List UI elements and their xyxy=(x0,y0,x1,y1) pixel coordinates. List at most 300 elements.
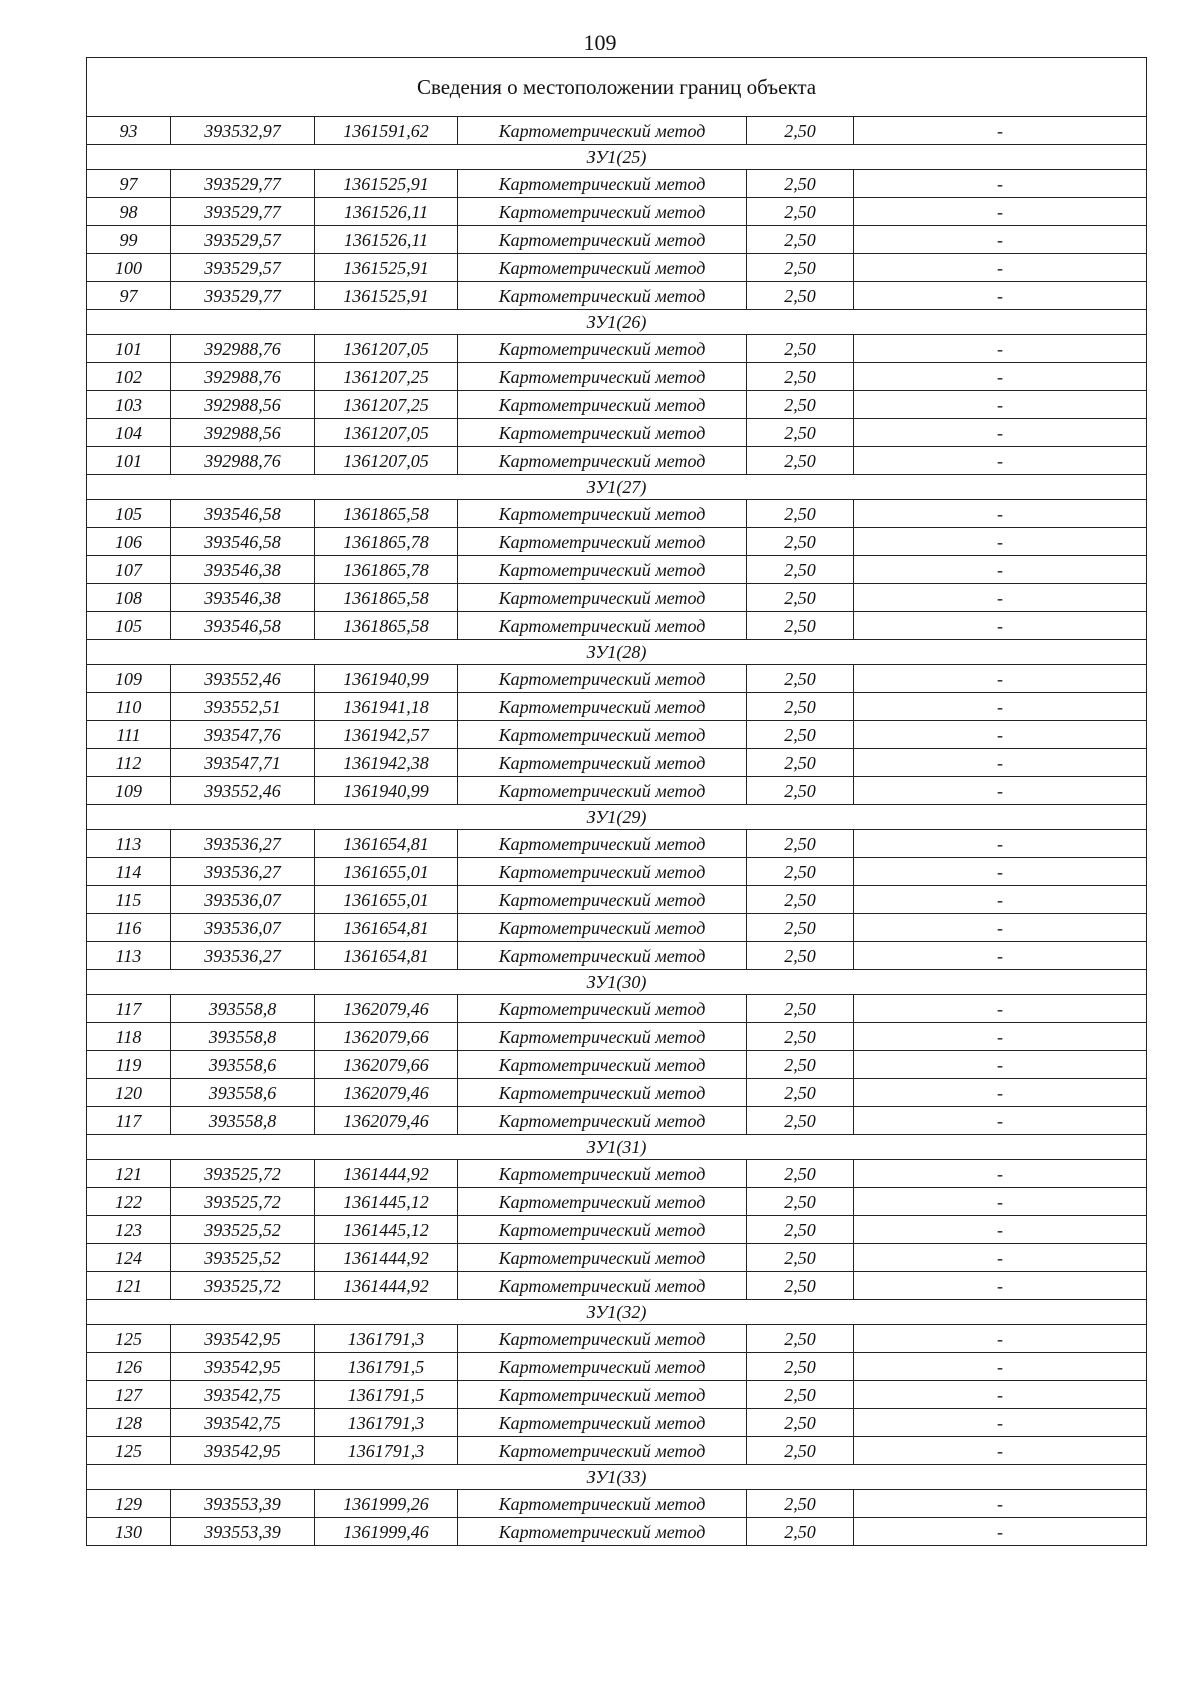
table-row xyxy=(87,1188,1147,1216)
description-cell: - xyxy=(854,363,1147,391)
table-row xyxy=(87,254,1147,282)
description-cell: - xyxy=(854,1023,1147,1051)
description-cell: - xyxy=(854,584,1147,612)
coord-y-cell: 1361942,57 xyxy=(315,721,458,749)
coord-y-cell: 1361941,18 xyxy=(315,693,458,721)
table-row xyxy=(87,942,1147,970)
group-label: ЗУ1(27) xyxy=(87,475,1147,500)
coord-x-cell: 393558,8 xyxy=(171,1023,315,1051)
table-row xyxy=(87,1490,1147,1518)
precision-cell: 2,50 xyxy=(747,419,854,447)
method-cell: Картометрический метод xyxy=(458,528,747,556)
precision-cell: 2,50 xyxy=(747,1107,854,1135)
point-number-cell: 119 xyxy=(87,1051,171,1079)
method-cell: Картометрический метод xyxy=(458,693,747,721)
point-number-cell: 98 xyxy=(87,198,171,226)
description-cell: - xyxy=(854,1325,1147,1353)
coord-y-cell: 1361207,05 xyxy=(315,335,458,363)
method-cell: Картометрический метод xyxy=(458,1160,747,1188)
coord-y-cell: 1361444,92 xyxy=(315,1272,458,1300)
description-cell: - xyxy=(854,1107,1147,1135)
description-cell: - xyxy=(854,1437,1147,1465)
precision-cell: 2,50 xyxy=(747,1051,854,1079)
table-title: Сведения о местоположении границ объекта xyxy=(87,58,1147,117)
coord-x-cell: 393558,8 xyxy=(171,1107,315,1135)
coord-y-cell: 1362079,46 xyxy=(315,995,458,1023)
table-row xyxy=(87,721,1147,749)
description-cell: - xyxy=(854,942,1147,970)
point-number-cell: 101 xyxy=(87,447,171,475)
coord-x-cell: 393542,75 xyxy=(171,1381,315,1409)
table-row xyxy=(87,1353,1147,1381)
table-row xyxy=(87,1409,1147,1437)
coord-x-cell: 392988,76 xyxy=(171,363,315,391)
method-cell: Картометрический метод xyxy=(458,858,747,886)
method-cell: Картометрический метод xyxy=(458,1023,747,1051)
precision-cell: 2,50 xyxy=(747,1188,854,1216)
description-cell: - xyxy=(854,528,1147,556)
method-cell: Картометрический метод xyxy=(458,914,747,942)
coord-y-cell: 1361655,01 xyxy=(315,858,458,886)
precision-cell: 2,50 xyxy=(747,830,854,858)
coord-x-cell: 393546,38 xyxy=(171,584,315,612)
table-row xyxy=(87,749,1147,777)
coord-x-cell: 393529,77 xyxy=(171,170,315,198)
method-cell: Картометрический метод xyxy=(458,1381,747,1409)
coord-x-cell: 393558,8 xyxy=(171,995,315,1023)
point-number-cell: 118 xyxy=(87,1023,171,1051)
table-row xyxy=(87,1272,1147,1300)
coord-y-cell: 1361791,3 xyxy=(315,1325,458,1353)
coord-y-cell: 1361865,58 xyxy=(315,584,458,612)
table-row xyxy=(87,170,1147,198)
description-cell: - xyxy=(854,1353,1147,1381)
coord-y-cell: 1361791,5 xyxy=(315,1381,458,1409)
precision-cell: 2,50 xyxy=(747,584,854,612)
table-row xyxy=(87,612,1147,640)
point-number-cell: 125 xyxy=(87,1325,171,1353)
table-title-row xyxy=(87,58,1147,117)
coord-x-cell: 393536,27 xyxy=(171,830,315,858)
table-row xyxy=(87,1107,1147,1135)
table-row xyxy=(87,198,1147,226)
description-cell: - xyxy=(854,777,1147,805)
coord-x-cell: 393525,52 xyxy=(171,1244,315,1272)
description-cell: - xyxy=(854,721,1147,749)
precision-cell: 2,50 xyxy=(747,117,854,145)
coord-x-cell: 393529,57 xyxy=(171,226,315,254)
boundary-table xyxy=(86,57,1147,1546)
description-cell: - xyxy=(854,419,1147,447)
precision-cell: 2,50 xyxy=(747,858,854,886)
coord-x-cell: 393536,27 xyxy=(171,858,315,886)
group-header-row xyxy=(87,1465,1147,1490)
method-cell: Картометрический метод xyxy=(458,226,747,254)
group-header-row xyxy=(87,145,1147,170)
description-cell: - xyxy=(854,447,1147,475)
precision-cell: 2,50 xyxy=(747,1353,854,1381)
point-number-cell: 99 xyxy=(87,226,171,254)
description-cell: - xyxy=(854,1160,1147,1188)
coord-x-cell: 393552,46 xyxy=(171,777,315,805)
method-cell: Картометрический метод xyxy=(458,254,747,282)
coord-x-cell: 393536,27 xyxy=(171,942,315,970)
precision-cell: 2,50 xyxy=(747,500,854,528)
coord-y-cell: 1361654,81 xyxy=(315,942,458,970)
coord-x-cell: 393553,39 xyxy=(171,1518,315,1546)
description-cell: - xyxy=(854,1518,1147,1546)
table-row xyxy=(87,335,1147,363)
coord-x-cell: 393529,77 xyxy=(171,198,315,226)
description-cell: - xyxy=(854,1188,1147,1216)
coord-x-cell: 393525,72 xyxy=(171,1188,315,1216)
description-cell: - xyxy=(854,1051,1147,1079)
coord-y-cell: 1362079,46 xyxy=(315,1079,458,1107)
description-cell: - xyxy=(854,1244,1147,1272)
coord-y-cell: 1361525,91 xyxy=(315,282,458,310)
point-number-cell: 104 xyxy=(87,419,171,447)
coord-y-cell: 1361791,3 xyxy=(315,1409,458,1437)
coord-x-cell: 393532,97 xyxy=(171,117,315,145)
method-cell: Картометрический метод xyxy=(458,198,747,226)
table-row xyxy=(87,914,1147,942)
point-number-cell: 121 xyxy=(87,1160,171,1188)
point-number-cell: 102 xyxy=(87,363,171,391)
method-cell: Картометрический метод xyxy=(458,886,747,914)
point-number-cell: 123 xyxy=(87,1216,171,1244)
precision-cell: 2,50 xyxy=(747,777,854,805)
precision-cell: 2,50 xyxy=(747,612,854,640)
table-row xyxy=(87,1325,1147,1353)
description-cell: - xyxy=(854,995,1147,1023)
group-header-row xyxy=(87,475,1147,500)
coord-x-cell: 393525,72 xyxy=(171,1160,315,1188)
coord-y-cell: 1361207,25 xyxy=(315,363,458,391)
description-cell: - xyxy=(854,1381,1147,1409)
precision-cell: 2,50 xyxy=(747,886,854,914)
method-cell: Картометрический метод xyxy=(458,282,747,310)
coord-x-cell: 393546,38 xyxy=(171,556,315,584)
description-cell: - xyxy=(854,665,1147,693)
method-cell: Картометрический метод xyxy=(458,1437,747,1465)
table-row xyxy=(87,500,1147,528)
point-number-cell: 114 xyxy=(87,858,171,886)
precision-cell: 2,50 xyxy=(747,665,854,693)
precision-cell: 2,50 xyxy=(747,914,854,942)
method-cell: Картометрический метод xyxy=(458,1409,747,1437)
coord-y-cell: 1361654,81 xyxy=(315,914,458,942)
precision-cell: 2,50 xyxy=(747,447,854,475)
description-cell: - xyxy=(854,1216,1147,1244)
coord-x-cell: 393553,39 xyxy=(171,1490,315,1518)
coord-y-cell: 1361207,25 xyxy=(315,391,458,419)
coord-x-cell: 393546,58 xyxy=(171,612,315,640)
method-cell: Картометрический метод xyxy=(458,1216,747,1244)
description-cell: - xyxy=(854,254,1147,282)
point-number-cell: 105 xyxy=(87,612,171,640)
method-cell: Картометрический метод xyxy=(458,556,747,584)
point-number-cell: 108 xyxy=(87,584,171,612)
method-cell: Картометрический метод xyxy=(458,363,747,391)
table-row xyxy=(87,1079,1147,1107)
coord-y-cell: 1361940,99 xyxy=(315,777,458,805)
table-row xyxy=(87,1518,1147,1546)
table-row xyxy=(87,419,1147,447)
table-row xyxy=(87,995,1147,1023)
method-cell: Картометрический метод xyxy=(458,500,747,528)
method-cell: Картометрический метод xyxy=(458,1518,747,1546)
point-number-cell: 105 xyxy=(87,500,171,528)
method-cell: Картометрический метод xyxy=(458,612,747,640)
coord-y-cell: 1361865,58 xyxy=(315,612,458,640)
coord-y-cell: 1361940,99 xyxy=(315,665,458,693)
precision-cell: 2,50 xyxy=(747,198,854,226)
coord-y-cell: 1362079,66 xyxy=(315,1051,458,1079)
precision-cell: 2,50 xyxy=(747,749,854,777)
precision-cell: 2,50 xyxy=(747,693,854,721)
table-row xyxy=(87,1437,1147,1465)
page-number: 109 xyxy=(583,30,617,55)
method-cell: Картометрический метод xyxy=(458,1353,747,1381)
coord-y-cell: 1361942,38 xyxy=(315,749,458,777)
precision-cell: 2,50 xyxy=(747,1409,854,1437)
group-label: ЗУ1(31) xyxy=(87,1135,1147,1160)
group-label: ЗУ1(33) xyxy=(87,1465,1147,1490)
precision-cell: 2,50 xyxy=(747,254,854,282)
description-cell: - xyxy=(854,117,1147,145)
coord-x-cell: 392988,56 xyxy=(171,419,315,447)
point-number-cell: 106 xyxy=(87,528,171,556)
method-cell: Картометрический метод xyxy=(458,1188,747,1216)
coord-y-cell: 1361526,11 xyxy=(315,226,458,254)
method-cell: Картометрический метод xyxy=(458,721,747,749)
coord-x-cell: 392988,56 xyxy=(171,391,315,419)
point-number-cell: 93 xyxy=(87,117,171,145)
point-number-cell: 130 xyxy=(87,1518,171,1546)
coord-x-cell: 392988,76 xyxy=(171,335,315,363)
table-row xyxy=(87,391,1147,419)
method-cell: Картометрический метод xyxy=(458,419,747,447)
coord-x-cell: 393542,95 xyxy=(171,1353,315,1381)
coord-x-cell: 393552,51 xyxy=(171,693,315,721)
table-body xyxy=(87,58,1147,1546)
point-number-cell: 125 xyxy=(87,1437,171,1465)
point-number-cell: 111 xyxy=(87,721,171,749)
table-row xyxy=(87,1023,1147,1051)
point-number-cell: 117 xyxy=(87,1107,171,1135)
coord-x-cell: 393529,57 xyxy=(171,254,315,282)
description-cell: - xyxy=(854,1272,1147,1300)
precision-cell: 2,50 xyxy=(747,721,854,749)
method-cell: Картометрический метод xyxy=(458,830,747,858)
group-label: ЗУ1(25) xyxy=(87,145,1147,170)
description-cell: - xyxy=(854,886,1147,914)
point-number-cell: 97 xyxy=(87,170,171,198)
coord-x-cell: 393552,46 xyxy=(171,665,315,693)
precision-cell: 2,50 xyxy=(747,1079,854,1107)
group-header-row xyxy=(87,1135,1147,1160)
method-cell: Картометрический метод xyxy=(458,995,747,1023)
coord-x-cell: 393525,72 xyxy=(171,1272,315,1300)
point-number-cell: 117 xyxy=(87,995,171,1023)
method-cell: Картометрический метод xyxy=(458,665,747,693)
point-number-cell: 124 xyxy=(87,1244,171,1272)
description-cell: - xyxy=(854,858,1147,886)
precision-cell: 2,50 xyxy=(747,995,854,1023)
coord-y-cell: 1361999,26 xyxy=(315,1490,458,1518)
precision-cell: 2,50 xyxy=(747,335,854,363)
description-cell: - xyxy=(854,612,1147,640)
group-label: ЗУ1(32) xyxy=(87,1300,1147,1325)
coord-x-cell: 393536,07 xyxy=(171,886,315,914)
description-cell: - xyxy=(854,391,1147,419)
coord-y-cell: 1361654,81 xyxy=(315,830,458,858)
coord-x-cell: 393542,95 xyxy=(171,1325,315,1353)
table-row xyxy=(87,830,1147,858)
description-cell: - xyxy=(854,830,1147,858)
point-number-cell: 100 xyxy=(87,254,171,282)
method-cell: Картометрический метод xyxy=(458,1107,747,1135)
description-cell: - xyxy=(854,1409,1147,1437)
coord-y-cell: 1361444,92 xyxy=(315,1160,458,1188)
point-number-cell: 122 xyxy=(87,1188,171,1216)
coord-y-cell: 1361865,78 xyxy=(315,528,458,556)
group-header-row xyxy=(87,805,1147,830)
point-number-cell: 121 xyxy=(87,1272,171,1300)
coord-y-cell: 1361525,91 xyxy=(315,254,458,282)
description-cell: - xyxy=(854,198,1147,226)
coord-y-cell: 1361444,92 xyxy=(315,1244,458,1272)
table-row xyxy=(87,528,1147,556)
point-number-cell: 113 xyxy=(87,942,171,970)
point-number-cell: 109 xyxy=(87,777,171,805)
coord-y-cell: 1361865,58 xyxy=(315,500,458,528)
table-row xyxy=(87,1244,1147,1272)
description-cell: - xyxy=(854,1079,1147,1107)
method-cell: Картометрический метод xyxy=(458,584,747,612)
coord-x-cell: 393547,71 xyxy=(171,749,315,777)
precision-cell: 2,50 xyxy=(747,1490,854,1518)
method-cell: Картометрический метод xyxy=(458,391,747,419)
table-row xyxy=(87,1216,1147,1244)
coord-x-cell: 393525,52 xyxy=(171,1216,315,1244)
table-row xyxy=(87,777,1147,805)
point-number-cell: 127 xyxy=(87,1381,171,1409)
table-row xyxy=(87,693,1147,721)
table-row xyxy=(87,584,1147,612)
precision-cell: 2,50 xyxy=(747,1160,854,1188)
coord-y-cell: 1361526,11 xyxy=(315,198,458,226)
precision-cell: 2,50 xyxy=(747,1272,854,1300)
method-cell: Картометрический метод xyxy=(458,1079,747,1107)
group-label: ЗУ1(28) xyxy=(87,640,1147,665)
description-cell: - xyxy=(854,693,1147,721)
method-cell: Картометрический метод xyxy=(458,1051,747,1079)
method-cell: Картометрический метод xyxy=(458,1325,747,1353)
precision-cell: 2,50 xyxy=(747,1023,854,1051)
precision-cell: 2,50 xyxy=(747,363,854,391)
method-cell: Картометрический метод xyxy=(458,942,747,970)
coord-x-cell: 393558,6 xyxy=(171,1079,315,1107)
point-number-cell: 101 xyxy=(87,335,171,363)
group-label: ЗУ1(26) xyxy=(87,310,1147,335)
precision-cell: 2,50 xyxy=(747,1244,854,1272)
method-cell: Картометрический метод xyxy=(458,447,747,475)
table-row xyxy=(87,1381,1147,1409)
precision-cell: 2,50 xyxy=(747,556,854,584)
group-header-row xyxy=(87,640,1147,665)
point-number-cell: 129 xyxy=(87,1490,171,1518)
table-row xyxy=(87,556,1147,584)
coord-y-cell: 1361999,46 xyxy=(315,1518,458,1546)
method-cell: Картометрический метод xyxy=(458,170,747,198)
description-cell: - xyxy=(854,500,1147,528)
coord-y-cell: 1361655,01 xyxy=(315,886,458,914)
table-row xyxy=(87,1051,1147,1079)
table-row xyxy=(87,1160,1147,1188)
group-header-row xyxy=(87,310,1147,335)
description-cell: - xyxy=(854,282,1147,310)
description-cell: - xyxy=(854,226,1147,254)
table-row xyxy=(87,282,1147,310)
coord-y-cell: 1361591,62 xyxy=(315,117,458,145)
point-number-cell: 97 xyxy=(87,282,171,310)
coord-x-cell: 393546,58 xyxy=(171,528,315,556)
method-cell: Картометрический метод xyxy=(458,335,747,363)
coord-y-cell: 1361207,05 xyxy=(315,419,458,447)
coord-x-cell: 393529,77 xyxy=(171,282,315,310)
table-row xyxy=(87,363,1147,391)
point-number-cell: 126 xyxy=(87,1353,171,1381)
precision-cell: 2,50 xyxy=(747,1518,854,1546)
point-number-cell: 115 xyxy=(87,886,171,914)
description-cell: - xyxy=(854,170,1147,198)
coord-x-cell: 393542,95 xyxy=(171,1437,315,1465)
precision-cell: 2,50 xyxy=(747,170,854,198)
precision-cell: 2,50 xyxy=(747,1325,854,1353)
coord-y-cell: 1362079,46 xyxy=(315,1107,458,1135)
group-header-row xyxy=(87,1300,1147,1325)
coord-x-cell: 393546,58 xyxy=(171,500,315,528)
method-cell: Картометрический метод xyxy=(458,749,747,777)
description-cell: - xyxy=(854,914,1147,942)
group-label: ЗУ1(29) xyxy=(87,805,1147,830)
point-number-cell: 112 xyxy=(87,749,171,777)
precision-cell: 2,50 xyxy=(747,1216,854,1244)
precision-cell: 2,50 xyxy=(747,528,854,556)
method-cell: Картометрический метод xyxy=(458,1244,747,1272)
table-row xyxy=(87,226,1147,254)
precision-cell: 2,50 xyxy=(747,1381,854,1409)
coord-y-cell: 1361791,3 xyxy=(315,1437,458,1465)
group-label: ЗУ1(30) xyxy=(87,970,1147,995)
precision-cell: 2,50 xyxy=(747,942,854,970)
precision-cell: 2,50 xyxy=(747,226,854,254)
method-cell: Картометрический метод xyxy=(458,1490,747,1518)
table-row xyxy=(87,886,1147,914)
method-cell: Картометрический метод xyxy=(458,117,747,145)
coord-y-cell: 1361445,12 xyxy=(315,1188,458,1216)
point-number-cell: 107 xyxy=(87,556,171,584)
table-row xyxy=(87,858,1147,886)
coord-y-cell: 1361525,91 xyxy=(315,170,458,198)
method-cell: Картометрический метод xyxy=(458,777,747,805)
coord-x-cell: 393536,07 xyxy=(171,914,315,942)
point-number-cell: 110 xyxy=(87,693,171,721)
coord-y-cell: 1361865,78 xyxy=(315,556,458,584)
point-number-cell: 113 xyxy=(87,830,171,858)
coord-x-cell: 393542,75 xyxy=(171,1409,315,1437)
